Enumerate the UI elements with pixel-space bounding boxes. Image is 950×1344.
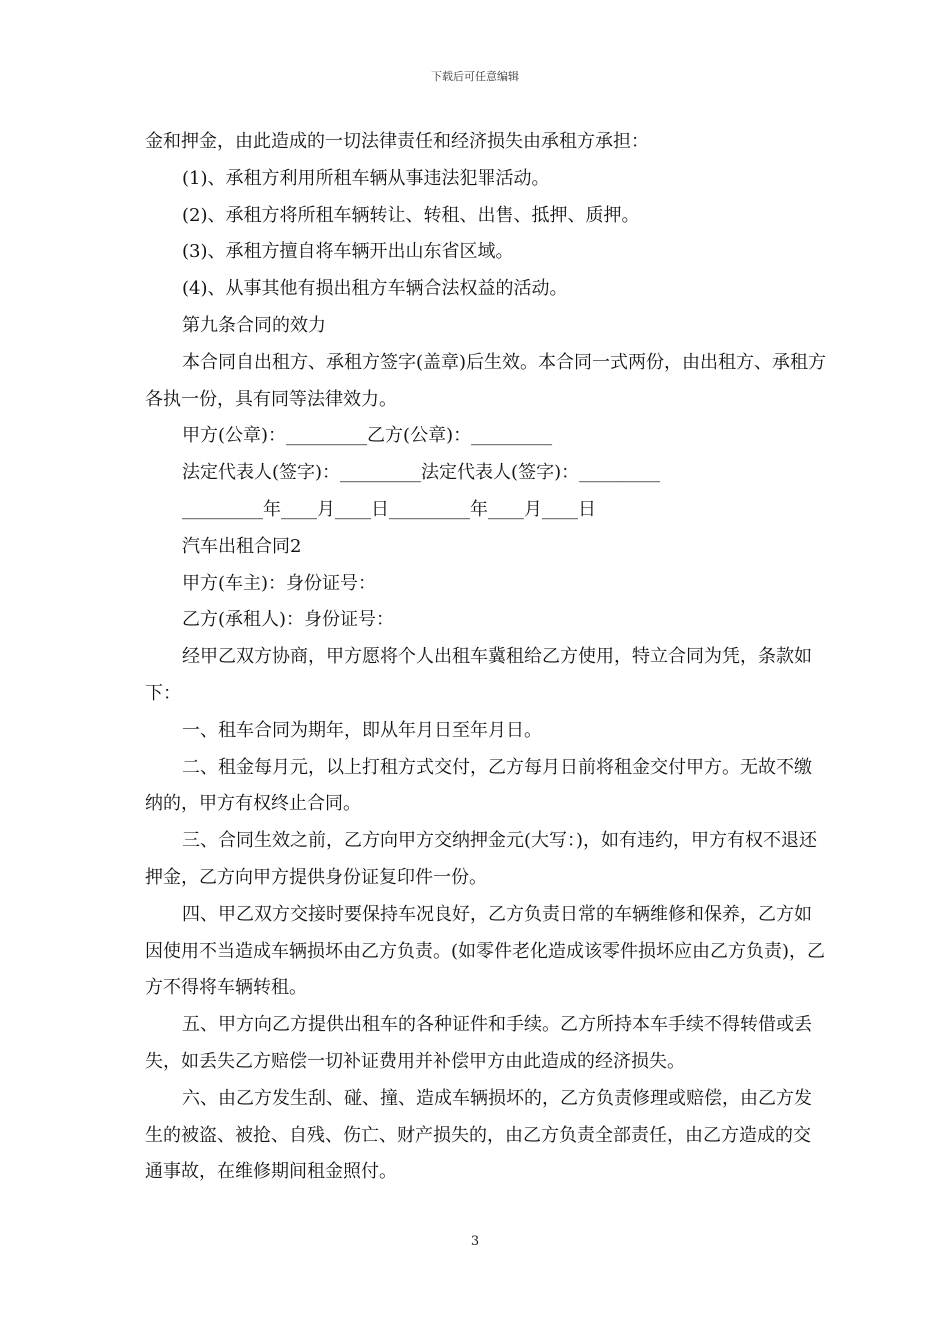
page-header-note: 下载后可任意编辑 — [431, 70, 519, 83]
term-4-paragraph: 四、甲乙双方交接时要保持车况良好，乙方负责日常的车辆维修和保养，乙方如因使用不当造成车辆损坏由乙方负责。(如零件老化造成该零件损坏应由乙方负责)，乙方不得将车辆转租。 — [145, 903, 826, 999]
document-body — [145, 124, 827, 1191]
term-1-paragraph: 一、租车合同为期年，即从年月日至年月日。 — [182, 719, 542, 741]
paragraph-continuation: 金和押金，由此造成的一切法律责任和经济损失由承租方承担： — [145, 131, 649, 152]
clause-item-4: (4)、从事其他有损出租方车辆合法权益的活动。 — [182, 278, 568, 300]
signature-seal-line: 甲方(公章)：_________乙方(公章)：_________ — [182, 425, 553, 447]
signature-date-line: _________年____月____日_________年____月____日 — [182, 498, 596, 520]
page-number: 3 — [470, 1234, 480, 1249]
party-b-line: 乙方(承租人)：身份证号： — [182, 609, 395, 631]
signature-representative-line: 法定代表人(签字)：_________法定代表人(签字)：_________ — [182, 462, 661, 484]
validity-paragraph: 本合同自出租方、承租方签字(盖章)后生效。本合同一式两份，由出租方、承租方各执一份，具有同等法律效力。 — [145, 351, 827, 410]
contract-2-title: 汽车出租合同2 — [182, 535, 302, 557]
article-heading-9: 第九条合同的效力 — [182, 314, 326, 336]
term-2-paragraph: 二、租金每月元，以上打租方式交付，乙方每月日前将租金交付甲方。无故不缴纳的，甲方有权终止合同。 — [145, 756, 812, 815]
clause-item-1: (1)、承租方利用所租车辆从事违法犯罪活动。 — [182, 167, 550, 189]
clause-item-3: (3)、承租方擅自将车辆开出山东省区域。 — [182, 241, 514, 263]
party-a-line: 甲方(车主)：身份证号： — [182, 572, 377, 594]
term-6-paragraph: 六、由乙方发生刮、碰、撞、造成车辆损坏的，乙方负责修理或赔偿，由乙方发生的被盗、被抢、自残、伤亡、财产损失的，由乙方负责全部责任，由乙方造成的交通事故，在维修期间租金照付。 — [145, 1087, 812, 1183]
preamble-paragraph: 经甲乙双方协商，甲方愿将个人出租车冀租给乙方使用，特立合同为凭，条款如下： — [145, 646, 812, 704]
term-5-paragraph: 五、甲方向乙方提供出租车的各种证件和手续。乙方所持本车手续不得转借或丢失，如丢失乙方赔偿一切补证费用并补偿甲方由此造成的经济损失。 — [145, 1014, 812, 1072]
clause-item-2: (2)、承租方将所租车辆转让、转租、出售、抵押、质押。 — [182, 204, 640, 226]
term-3-paragraph: 三、合同生效之前，乙方向甲方交纳押金元(大写：)，如有违约，甲方有权不退还押金，乙方向甲方提供身份证复印件一份。 — [145, 830, 818, 888]
